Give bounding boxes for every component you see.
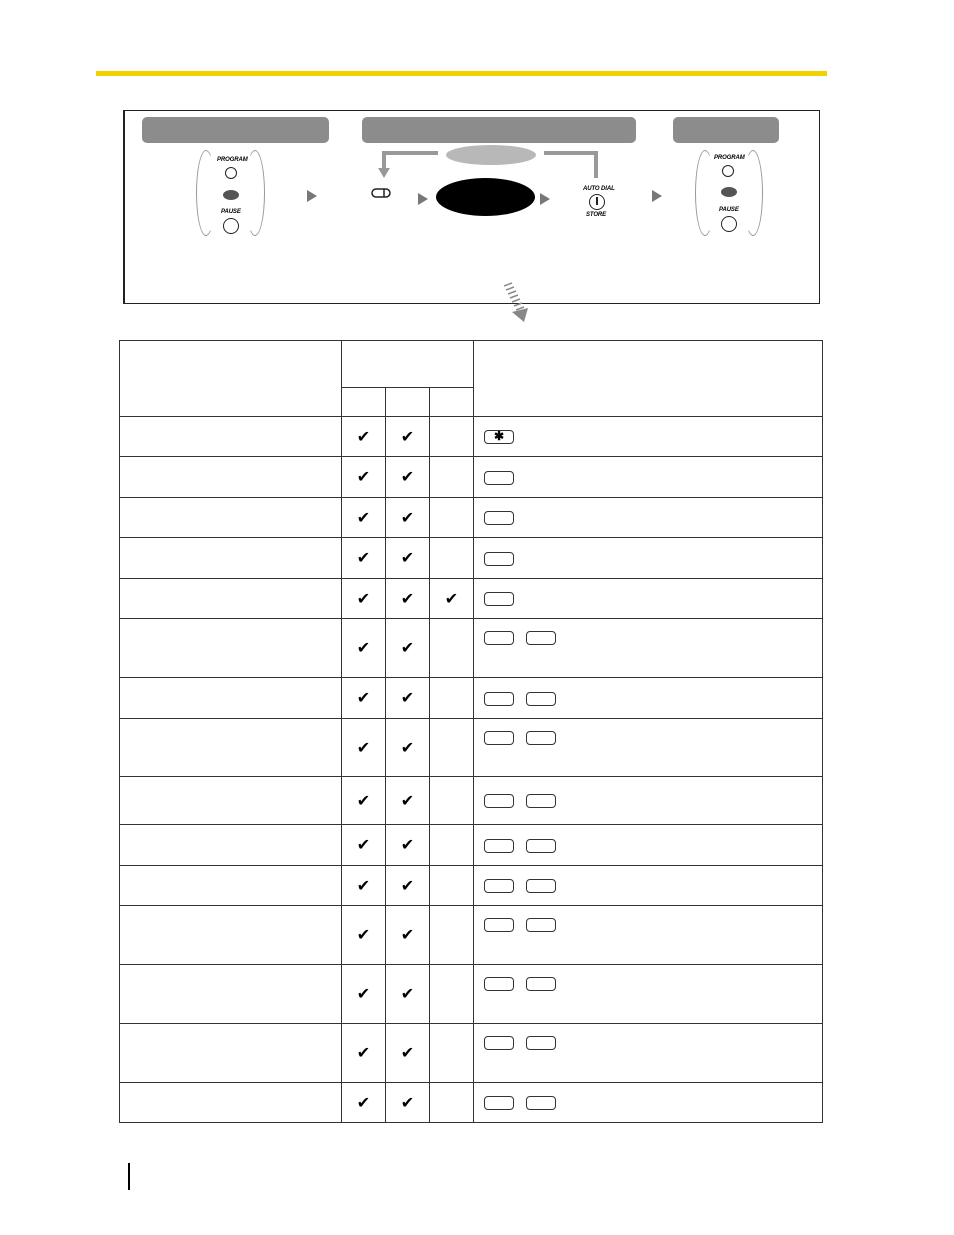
check-cell — [430, 678, 474, 719]
feature-cell — [120, 825, 342, 866]
key-icon — [526, 631, 556, 645]
key-cell — [474, 965, 823, 1024]
check-cell — [342, 777, 386, 825]
checkmark-icon: ✔ — [356, 877, 371, 895]
store-label: STORE — [586, 212, 607, 218]
check-cell — [342, 906, 386, 965]
right-bracket — [743, 150, 763, 236]
key-icon — [484, 731, 514, 745]
checkmark-icon: ✔ — [356, 428, 371, 446]
step-header-3 — [673, 117, 779, 143]
check-cell — [342, 579, 386, 619]
feature-cell — [120, 417, 342, 457]
key-cell — [474, 777, 823, 825]
checkmark-icon: ✔ — [356, 550, 371, 567]
feature-cell — [120, 1083, 342, 1123]
check-cell — [430, 777, 474, 825]
check-cell — [430, 498, 474, 538]
table-row — [120, 498, 823, 538]
checkmark-icon: ✔ — [400, 986, 415, 1003]
program-label: PROGRAM — [217, 157, 248, 163]
feature-cell — [120, 777, 342, 825]
check-cell — [386, 538, 430, 579]
checkmark-icon: ✔ — [400, 877, 415, 895]
key-icon — [484, 592, 514, 606]
key-icon — [526, 879, 556, 893]
check-cell — [386, 825, 430, 866]
checkmark-icon: ✔ — [400, 927, 415, 944]
table-row — [120, 579, 823, 619]
next-step-arrow — [540, 193, 550, 205]
check-cell — [342, 1024, 386, 1083]
key-icon — [484, 1096, 514, 1110]
header-cell — [474, 341, 823, 417]
table-row — [120, 417, 823, 457]
check-cell — [342, 965, 386, 1024]
checkmark-icon: ✔ — [400, 640, 415, 657]
check-cell — [386, 719, 430, 777]
table-row — [120, 1024, 823, 1083]
checkmark-icon: ✔ — [356, 739, 371, 757]
pause-button[interactable] — [721, 216, 737, 232]
handset-icon — [371, 186, 393, 200]
check-cell — [342, 457, 386, 498]
key-cell — [474, 719, 823, 777]
checkmark-icon: ✔ — [400, 590, 415, 608]
key-cell — [474, 678, 823, 719]
checkmark-icon: ✔ — [400, 550, 415, 567]
key-cell — [474, 538, 823, 579]
checkmark-icon: ✔ — [356, 986, 371, 1003]
check-cell — [386, 777, 430, 825]
key-icon — [484, 1036, 514, 1050]
check-cell — [386, 678, 430, 719]
key-icon — [526, 1096, 556, 1110]
subheader-cell — [342, 388, 386, 417]
key-icon — [526, 794, 556, 808]
feature-cell — [120, 457, 342, 498]
key-icon — [526, 731, 556, 745]
left-bracket — [695, 150, 715, 236]
checkmark-icon: ✔ — [356, 837, 371, 854]
key-icon — [526, 918, 556, 932]
table-row — [120, 825, 823, 866]
key-cell — [474, 1024, 823, 1083]
key-cell — [474, 825, 823, 866]
feature-cell — [120, 538, 342, 579]
pause-label: PAUSE — [221, 209, 241, 215]
table-row — [120, 866, 823, 906]
key-icon — [484, 511, 514, 525]
key-cell — [474, 498, 823, 538]
check-cell — [342, 619, 386, 678]
table-row — [120, 678, 823, 719]
check-cell — [430, 866, 474, 906]
header-cell — [120, 341, 342, 417]
pause-button[interactable] — [223, 218, 239, 234]
key-cell — [474, 417, 823, 457]
program-label: PROGRAM — [714, 155, 745, 161]
check-cell — [430, 1024, 474, 1083]
feature-cell — [120, 678, 342, 719]
program-led — [722, 165, 734, 177]
button-marker — [596, 197, 598, 205]
auto-dial-label: AUTO DIAL — [583, 186, 615, 192]
feature-cell — [120, 906, 342, 965]
check-cell — [386, 498, 430, 538]
next-step-arrow — [307, 190, 317, 202]
page-margin-bar — [128, 1163, 130, 1190]
key-cell — [474, 619, 823, 678]
check-cell — [430, 825, 474, 866]
check-cell — [430, 1083, 474, 1123]
table-row — [120, 777, 823, 825]
key-icon — [484, 918, 514, 932]
check-cell — [430, 965, 474, 1024]
feature-cell — [120, 619, 342, 678]
check-cell — [430, 906, 474, 965]
checkmark-icon: ✔ — [356, 1045, 371, 1062]
key-cell — [474, 1083, 823, 1123]
left-bracket — [196, 150, 216, 236]
checkmark-icon: ✔ — [356, 640, 371, 657]
table-row — [120, 906, 823, 965]
check-cell — [342, 498, 386, 538]
checkmark-icon: ✔ — [400, 837, 415, 854]
feature-cell — [120, 719, 342, 777]
checkmark-icon: ✔ — [356, 927, 371, 944]
header-cell — [342, 341, 474, 388]
check-cell — [386, 1024, 430, 1083]
checkmark-icon: ✔ — [400, 1094, 415, 1112]
key-icon — [484, 552, 514, 566]
checkmark-icon: ✔ — [400, 469, 415, 486]
check-cell — [342, 1083, 386, 1123]
feature-table — [119, 340, 823, 1123]
down-arrow-icon — [500, 282, 532, 326]
checkmark-icon: ✔ — [356, 690, 371, 707]
table-row — [120, 619, 823, 678]
table-row — [120, 457, 823, 498]
check-cell — [386, 457, 430, 498]
feature-cell — [120, 579, 342, 619]
subheader-cell — [386, 388, 430, 417]
center-pill — [446, 145, 536, 165]
check-cell — [386, 579, 430, 619]
key-cell — [474, 579, 823, 619]
key-cell — [474, 866, 823, 906]
key-icon — [484, 839, 514, 853]
table-row — [120, 1083, 823, 1123]
step-header-1 — [142, 117, 329, 143]
checkmark-icon: ✔ — [400, 690, 415, 707]
dial-number-oval — [436, 178, 535, 216]
table-body — [120, 417, 823, 1123]
checkmark-icon: ✔ — [400, 1045, 415, 1062]
check-cell — [342, 825, 386, 866]
key-icon — [526, 692, 556, 706]
check-cell — [430, 579, 474, 619]
key-icon — [484, 879, 514, 893]
next-step-arrow — [418, 193, 428, 205]
table-row — [120, 719, 823, 777]
check-cell — [386, 965, 430, 1024]
key-icon — [484, 631, 514, 645]
indicator-lamp — [223, 190, 239, 200]
right-bracket — [245, 150, 265, 236]
program-led — [225, 167, 237, 179]
key-icon — [484, 471, 514, 485]
key-icon — [526, 839, 556, 853]
top-rule — [96, 71, 827, 76]
check-cell — [342, 678, 386, 719]
check-cell — [386, 906, 430, 965]
key-icon — [526, 1036, 556, 1050]
key-icon — [484, 692, 514, 706]
checkmark-icon: ✔ — [356, 509, 371, 527]
table-row — [120, 965, 823, 1024]
next-step-arrow — [652, 190, 662, 202]
checkmark-icon: ✔ — [356, 1094, 371, 1112]
subheader-cell — [430, 388, 474, 417]
key-cell — [474, 457, 823, 498]
checkmark-icon: ✔ — [356, 590, 371, 608]
feature-cell — [120, 965, 342, 1024]
checkmark-icon: ✔ — [400, 428, 415, 446]
check-cell — [430, 417, 474, 457]
step-header-2 — [362, 117, 636, 143]
feature-cell — [120, 866, 342, 906]
checkmark-icon: ✔ — [400, 509, 415, 527]
feature-cell — [120, 1024, 342, 1083]
check-cell — [342, 538, 386, 579]
check-cell — [430, 457, 474, 498]
checkmark-icon: ✔ — [356, 469, 371, 486]
feature-cell — [120, 498, 342, 538]
key-icon — [484, 794, 514, 808]
check-cell — [386, 417, 430, 457]
check-cell — [430, 719, 474, 777]
checkmark-icon: ✔ — [444, 590, 459, 608]
check-cell — [430, 619, 474, 678]
check-cell — [386, 1083, 430, 1123]
check-cell — [430, 538, 474, 579]
checkmark-icon: ✔ — [400, 792, 415, 810]
indicator-lamp — [721, 187, 737, 197]
key-icon — [484, 977, 514, 991]
key-cell — [474, 906, 823, 965]
checkmark-icon: ✔ — [356, 792, 371, 810]
check-cell — [386, 619, 430, 678]
pause-label: PAUSE — [719, 207, 739, 213]
check-cell — [342, 719, 386, 777]
check-cell — [342, 417, 386, 457]
star-key-icon: ✱ — [484, 430, 514, 444]
check-cell — [386, 866, 430, 906]
checkmark-icon: ✔ — [400, 739, 415, 757]
key-icon — [526, 977, 556, 991]
check-cell — [342, 866, 386, 906]
table-row — [120, 538, 823, 579]
